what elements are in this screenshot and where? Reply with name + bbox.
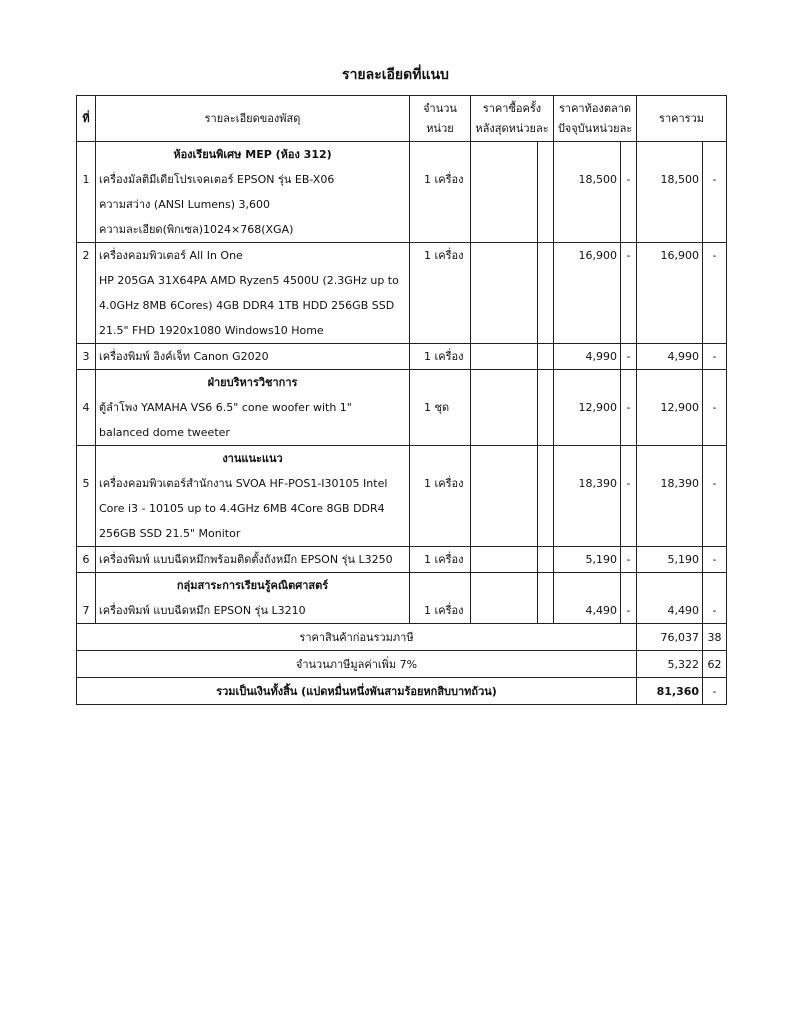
description-line: HP 205GA 31X64PA AMD Ryzen5 4500U (2.3GHz up to [99, 274, 399, 287]
market-price-baht: 18,390 [554, 446, 621, 547]
item-description [96, 573, 410, 624]
section-heading: ห้องเรียนพิเศษ MEP (ห้อง 312) [173, 148, 332, 161]
last-price-baht [471, 573, 538, 624]
item-number: 7 [77, 573, 96, 624]
item-quantity: 1 เครื่อง [410, 142, 471, 243]
header-market-price-line2: ปัจจุบันหน่วยละ [557, 121, 633, 135]
header-last-price-line2: หลังสุดหน่วยละ [475, 121, 549, 135]
description-line: 256GB SSD 21.5" Monitor [99, 527, 241, 540]
description-line: ความสว่าง (ANSI Lumens) 3,600 [99, 198, 271, 211]
item-number: 4 [77, 370, 96, 446]
header-last-price-line1: ราคาซื้อครั้ง [482, 101, 542, 115]
summary-amount: 5,322 [637, 651, 703, 678]
market-price-baht: 4,990 [554, 344, 621, 370]
item-number: 5 [77, 446, 96, 547]
total-satang: - [703, 243, 727, 344]
last-price-satang [538, 370, 554, 446]
document-title: รายละเอียดที่แนบ [342, 67, 449, 83]
summary-satang: - [703, 678, 727, 705]
description-line: เครื่องพิมพ์ อิงค์เจ็ท Canon G2020 [99, 350, 269, 363]
market-price-satang: - [621, 243, 637, 344]
market-price-baht: 12,900 [554, 370, 621, 446]
market-price-satang: - [621, 370, 637, 446]
table-row [77, 243, 727, 344]
last-price-baht [471, 547, 538, 573]
summary-label: ราคาสินค้าก่อนรวมภาษี [77, 624, 637, 651]
total-baht: 5,190 [637, 547, 703, 573]
item-quantity: 1 เครื่อง [410, 573, 471, 624]
market-price-satang: - [621, 573, 637, 624]
last-price-baht [471, 344, 538, 370]
total-baht: 18,390 [637, 446, 703, 547]
item-number: 1 [77, 142, 96, 243]
description-line: 21.5" FHD 1920x1080 Windows10 Home [99, 324, 324, 337]
summary-row [77, 624, 727, 651]
item-quantity: 1 ชุด [410, 370, 471, 446]
description-line: เครื่องพิมพ์ แบบฉีดหมึก EPSON รุ่น L3210 [99, 604, 306, 617]
market-price-satang: - [621, 547, 637, 573]
section-heading: งานแนะแนว [222, 452, 283, 465]
total-baht: 18,500 [637, 142, 703, 243]
total-satang: - [703, 547, 727, 573]
last-price-baht [471, 142, 538, 243]
total-baht: 4,490 [637, 573, 703, 624]
last-price-satang [538, 344, 554, 370]
description-line: 4.0GHz 8MB 6Cores) 4GB DDR4 1TB HDD 256GB SSD [99, 299, 395, 312]
market-price-satang: - [621, 344, 637, 370]
header-market-price-line1: ราคาท้องตลาด [558, 101, 632, 115]
market-price-baht: 5,190 [554, 547, 621, 573]
header-total: ราคารวม [637, 96, 727, 142]
last-price-baht [471, 243, 538, 344]
total-satang: - [703, 370, 727, 446]
header-last-price [471, 96, 554, 142]
item-description [96, 370, 410, 446]
header-description: รายละเอียดของพัสดุ [96, 96, 410, 142]
description-line: เครื่องมัลติมีเดียโปรเจคเตอร์ EPSON รุ่น EB-X06 [99, 173, 335, 186]
section-heading: กลุ่มสาระการเรียนรู้คณิตศาสตร์ [176, 579, 329, 592]
table-row [77, 547, 727, 573]
description-line: เครื่องคอมพิวเตอร์ All In One [99, 249, 243, 262]
item-description [96, 142, 410, 243]
description-line: ความละเอียด(พิกเซล)1024×768(XGA) [99, 223, 294, 236]
total-satang: - [703, 573, 727, 624]
last-price-satang [538, 142, 554, 243]
section-heading: ฝ่ายบริหารวิชาการ [207, 376, 298, 389]
market-price-satang: - [621, 142, 637, 243]
table-row [77, 370, 727, 446]
total-satang: - [703, 344, 727, 370]
summary-amount: 81,360 [637, 678, 703, 705]
item-description [96, 243, 410, 344]
table-row [77, 142, 727, 243]
item-number: 6 [77, 547, 96, 573]
last-price-satang [538, 446, 554, 547]
item-description [96, 344, 410, 370]
table-body [77, 142, 727, 624]
summary-satang: 62 [703, 651, 727, 678]
total-satang: - [703, 446, 727, 547]
item-quantity: 1 เครื่อง [410, 547, 471, 573]
description-line: เครื่องคอมพิวเตอร์สำนักงาน SVOA HF-POS1-I30105 Intel [99, 477, 388, 490]
description-line: Core i3 - 10105 up to 4.4GHz 6MB 4Core 8GB DDR4 [99, 502, 385, 515]
market-price-baht: 18,500 [554, 142, 621, 243]
last-price-baht [471, 370, 538, 446]
market-price-satang: - [621, 446, 637, 547]
description-line: เครื่องพิมพ์ แบบฉีดหมึกพร้อมติดตั้งถังหมึก EPSON รุ่น L3250 [99, 553, 393, 566]
total-baht: 16,900 [637, 243, 703, 344]
description-line: ตู้ลำโพง YAMAHA VS6 6.5" cone woofer with 1" [99, 401, 352, 414]
item-description [96, 446, 410, 547]
total-baht: 12,900 [637, 370, 703, 446]
item-quantity: 1 เครื่อง [410, 344, 471, 370]
item-number: 2 [77, 243, 96, 344]
table-row [77, 446, 727, 547]
table-header-row [77, 96, 727, 142]
item-quantity: 1 เครื่อง [410, 446, 471, 547]
market-price-baht: 16,900 [554, 243, 621, 344]
summary-body [77, 624, 727, 705]
last-price-satang [538, 547, 554, 573]
summary-row [77, 651, 727, 678]
last-price-satang [538, 243, 554, 344]
table-row [77, 573, 727, 624]
items-table [76, 95, 727, 705]
summary-amount: 76,037 [637, 624, 703, 651]
header-quantity: จำนวนหน่วย [410, 96, 471, 142]
summary-label: รวมเป็นเงินทั้งสิ้น (แปดหมื่นหนึ่งพันสามร้อยหกสิบบาทถ้วน) [77, 678, 637, 705]
table-row [77, 344, 727, 370]
total-satang: - [703, 142, 727, 243]
header-no: ที่ [77, 96, 96, 142]
summary-row [77, 678, 727, 705]
item-description [96, 547, 410, 573]
description-line: balanced dome tweeter [99, 426, 230, 439]
header-market-price [554, 96, 637, 142]
summary-satang: 38 [703, 624, 727, 651]
last-price-baht [471, 446, 538, 547]
item-number: 3 [77, 344, 96, 370]
summary-label: จำนวนภาษีมูลค่าเพิ่ม 7% [77, 651, 637, 678]
total-baht: 4,990 [637, 344, 703, 370]
last-price-satang [538, 573, 554, 624]
item-quantity: 1 เครื่อง [410, 243, 471, 344]
market-price-baht: 4,490 [554, 573, 621, 624]
